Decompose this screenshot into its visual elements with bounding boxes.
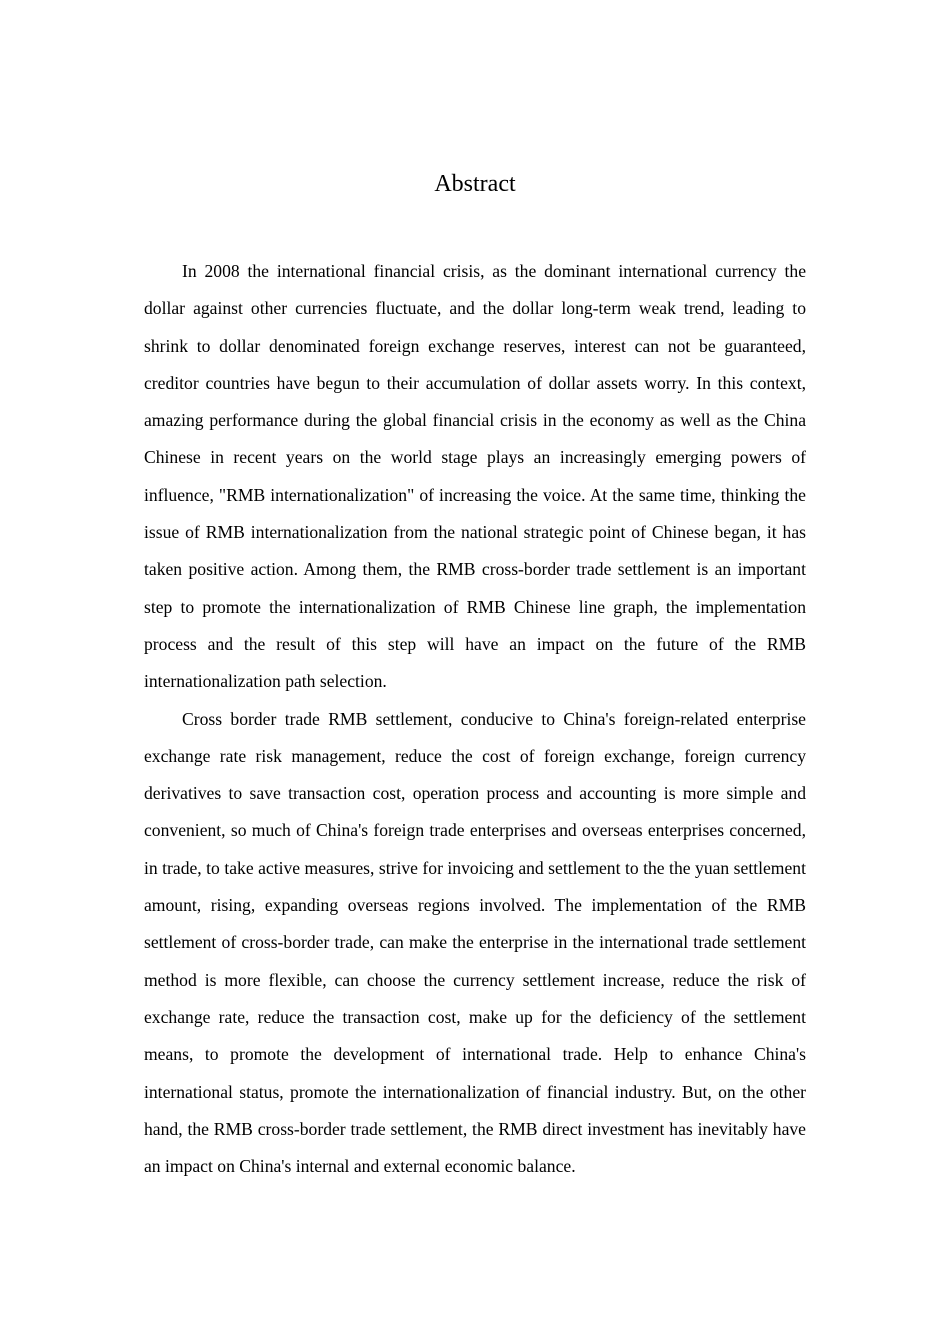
paragraph: Cross border trade RMB settlement, conducive to China's foreign-related enterprise exchange rate risk management, reduce the cost of foreign exchange, foreign currency derivatives to save transaction cost, operation process and accounting is more simple and convenient, so much of China's foreign trade enterprises and overseas enterprises concerned, in trade, to take active measures, strive for invoicing and settlement to the the yuan settlement amount, rising, expanding overseas regions involved. The implementation of the RMB settlement of cross-border trade, can make the enterprise in the international trade settlement method is more flexible, can choose the currency settlement increase, reduce the risk of exchange rate, reduce the transaction cost, make up for the deficiency of the settlement means, to promote the development of international trade. Help to enhance China's international status, promote the internationalization of financial industry. But, on the other hand, the RMB cross-border trade settlement, the RMB direct investment has inevitably have an impact on China's internal and external economic balance.	[144, 708, 806, 1177]
page-title: Abstract	[434, 171, 516, 197]
paragraph: In 2008 the international financial crisis, as the dominant international currency the dollar against other currencies fluctuate, and the dollar long-term weak trend, leading to shrink to dollar denominated foreign exchange reserves, interest can not be guaranteed, creditor countries have begun to their accumulation of dollar assets worry. In this context, amazing performance during the global financial crisis in the economy as well as the China Chinese in recent years on the world stage plays an increasingly emerging powers of influence, "RMB internationalization" of increasing the voice. At the same time, thinking the issue of RMB internationalization from the national strategic point of Chinese began, it has taken positive action. Among them, the RMB cross-border trade settlement is an important step to promote the internationalization of RMB Chinese line graph, the implementation process and the result of this step will have an impact on the future of the RMB internationalization path selection.	[144, 261, 806, 692]
abstract-body	[144, 253, 806, 1185]
